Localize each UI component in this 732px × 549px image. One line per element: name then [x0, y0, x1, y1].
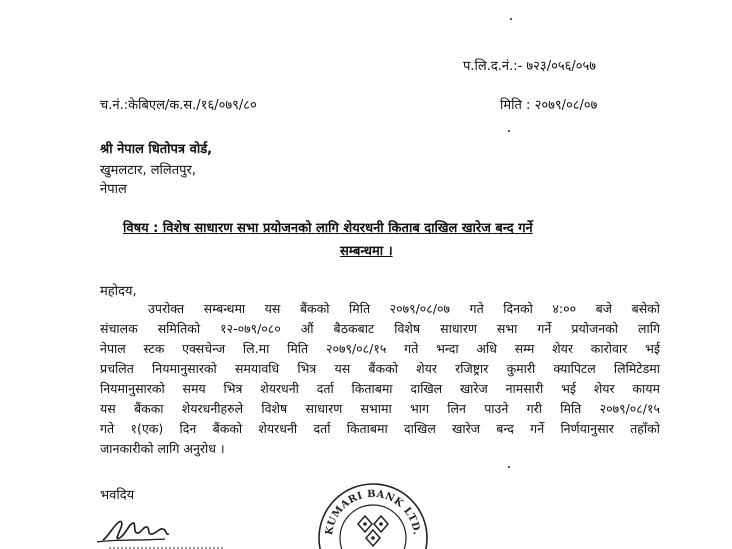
letter-date: मिति : २०७९/०८/०७ [500, 98, 598, 113]
body-line: उपरोक्त सम्बन्धमा यस बैंकको मिति २०७९/०८/०७ गते दिनको ४:०० बजे बसेको [148, 301, 660, 316]
recipient-name: श्री नेपाल धितोपत्र वोर्ड, [100, 142, 213, 157]
body-line: प्रचलित नियमानुसारको समयावधि भित्र यस बैंकको शेयर रजिष्ट्रार कुमारी क्यापिटल लिमिटेडमा [100, 361, 660, 376]
seal-text: KUMARI BANK LTD. [323, 488, 422, 536]
body-line: यस बैंकका शेयरधनीहरुले विशेष साधारण सभामा भाग लिन पाउने गरी मिति २०७९/०८/१५ [100, 401, 660, 416]
scan-speck [508, 130, 510, 132]
body-line: संचालक समितिको १२-०७९/०८० औं बैठकबाट विशेष साधारण सभा गर्ने प्रयोजनको लागि [100, 321, 660, 336]
body-line: नेपाल स्टक एक्सचेन्ज लि.मा मिति २०७९/०८/१५ गते भन्दा अधि सम्म शेयर कारोवार भई [100, 341, 660, 356]
registration-number: प.लि.द.नं.:- ७२३/०५६/०५७ [463, 59, 597, 74]
bank-seal [318, 476, 428, 549]
scan-speck [510, 18, 512, 20]
signature [95, 510, 225, 549]
recipient-country: नेपाल [100, 182, 127, 197]
body-line: नियमानुसारको समय भित्र शेयरधनी दर्ता किताबमा दाखिल खारेज नामसारी भई शेयर कायम [100, 381, 660, 396]
letter-body [100, 299, 660, 459]
salutation: महोदय, [100, 284, 137, 299]
scan-speck [508, 466, 510, 468]
subject-line-continued: सम्बन्धमा । [340, 244, 393, 259]
body-line: गते १(एक) दिन बैंकको शेयरधनी दर्ता किताबमा दाखिल खारेज बन्द गर्ने निर्णयानुसार तहाँको [100, 421, 660, 436]
subject-line: विषय : विशेष साधारण सभा प्रयोजनको लागि शेयरधनी किताब दाखिल खारेज बन्द गर्ने [123, 221, 533, 236]
reference-number: च.नं.:केबिएल/क.स./१६/०७९/८० [100, 98, 257, 113]
recipient-address-line: खुमलटार, ललितपुर, [100, 163, 196, 178]
closing: भवदिय [100, 488, 135, 503]
body-line: जानकारीको लागि अनुरोध । [100, 441, 225, 456]
